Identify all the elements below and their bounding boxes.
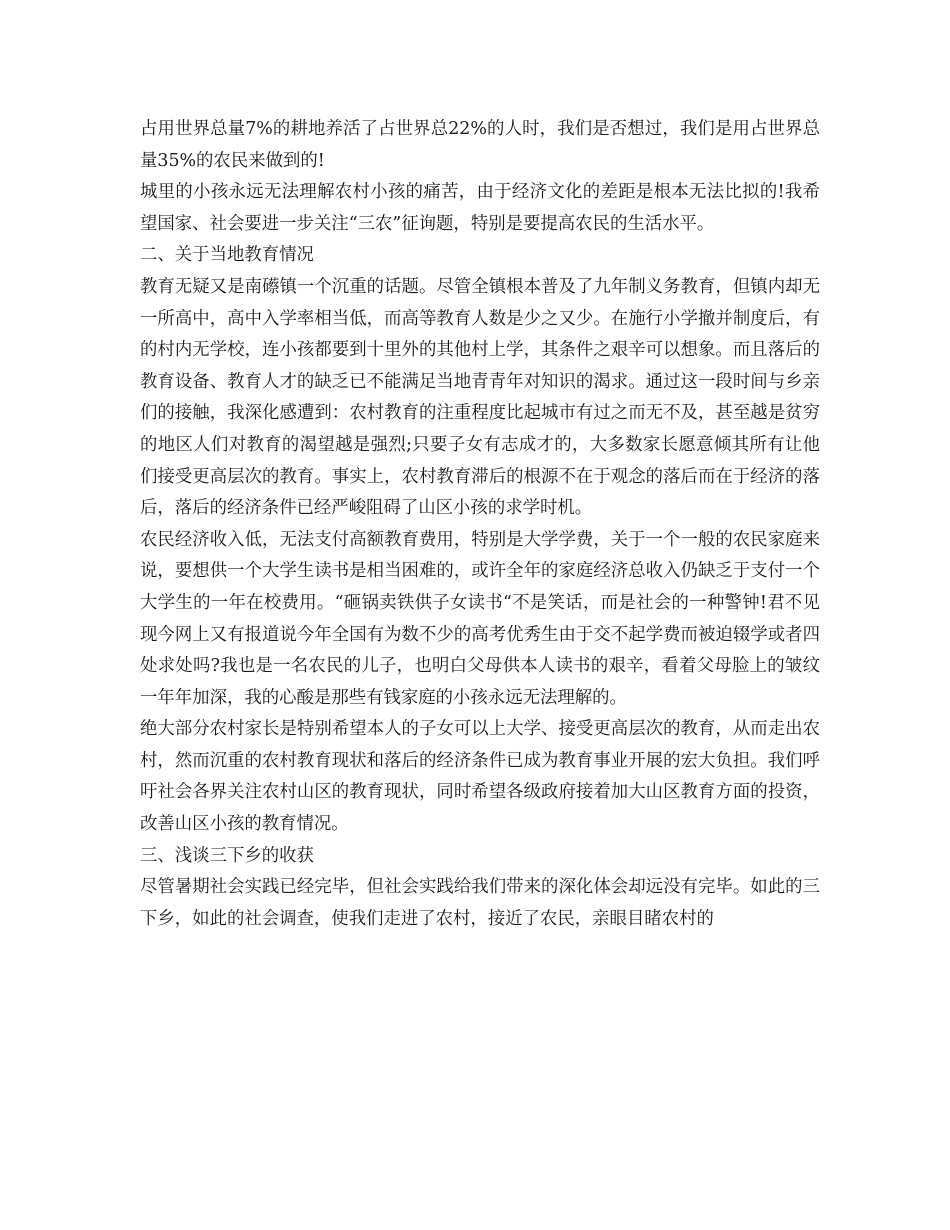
paragraph-farmland: 占用世界总量7%的耕地养活了占世界总22%的人时，我们是否想过，我们是用占世界总量35%的农民来做到的! bbox=[140, 119, 820, 171]
section-heading-harvest: 三、浅谈三下乡的收获 bbox=[140, 845, 314, 866]
paragraph-education-topic: 教育无疑又是南礤镇一个沉重的话题。尽管全镇根本普及了九年制义务教育，但镇内却无一所高中，高中入学率相当低，而高等教育人数是少之又少。在施行小学撤并制度后，有的村内无学校，连小孩都要到十里外的其他村上学，其条件之艰辛可以想象。而且落后的教育设备、教育人才的缺乏已不能满足当地青青年对知识的渴求。通过这一段时间与乡亲们的接触，我深化感遭到：农村教育的注重程度比起城市有过之而无不及，甚至越是贫穷的地区人们对教育的渴望越是强烈;只要子女有志成才的，大多数家长愿意倾其所有让他们接受更高层次的教育。事实上，农村教育滞后的根源不在于观念的落后而在于经济的落后，落后的经济条件已经严峻阻碍了山区小孩的求学时机。 bbox=[140, 276, 820, 519]
paragraph-parents-hope: 绝大部分农村家长是特别希望本人的子女可以上大学、接受更高层次的教育，从而走出农村，然而沉重的农村教育现状和落后的经济条件已成为教育事业开展的宏大负担。我们呼吁社会各界关注农村山区的教育现状，同时希望各级政府接着加大山区教育方面的投资，改善山区小孩的教育情况。 bbox=[140, 719, 820, 835]
paragraph-income-tuition: 农民经济收入低，无法支付高额教育费用，特别是大学学费，关于一个一般的农民家庭来说，要想供一个大学生读书是相当困难的，或许全年的家庭经济总收入仍缺乏于支付一个大学生的一年在校费用。“砸锅卖铁供子女读书“不是笑话，而是社会的一种警钟!君不见现今网上又有报道说今年全国有为数不少的高考优秀生由于交不起学费而被迫辍学或者四处求处吗?我也是一名农民的儿子，也明白父母供本人读书的艰辛，看着父母脸上的皱纹一年年加深，我的心酸是那些有钱家庭的小孩永远无法理解的。 bbox=[140, 529, 820, 708]
paragraph-urban-rural-gap: 城里的小孩永远无法理解农村小孩的痛苦，由于经济文化的差距是根本无法比拟的!我希望国家、社会要进一步关注“三农”征询题，特别是要提高农民的生活水平。 bbox=[140, 182, 820, 234]
paragraph-practice-summary: 尽管暑期社会实践已经完毕，但社会实践给我们带来的深化体会却远没有完毕。如此的三下乡，如此的社会调查，使我们走进了农村，接近了农民，亲眼目睹农村的 bbox=[140, 877, 820, 929]
section-heading-education: 二、关于当地教育情况 bbox=[140, 245, 314, 266]
document-body bbox=[140, 114, 820, 935]
